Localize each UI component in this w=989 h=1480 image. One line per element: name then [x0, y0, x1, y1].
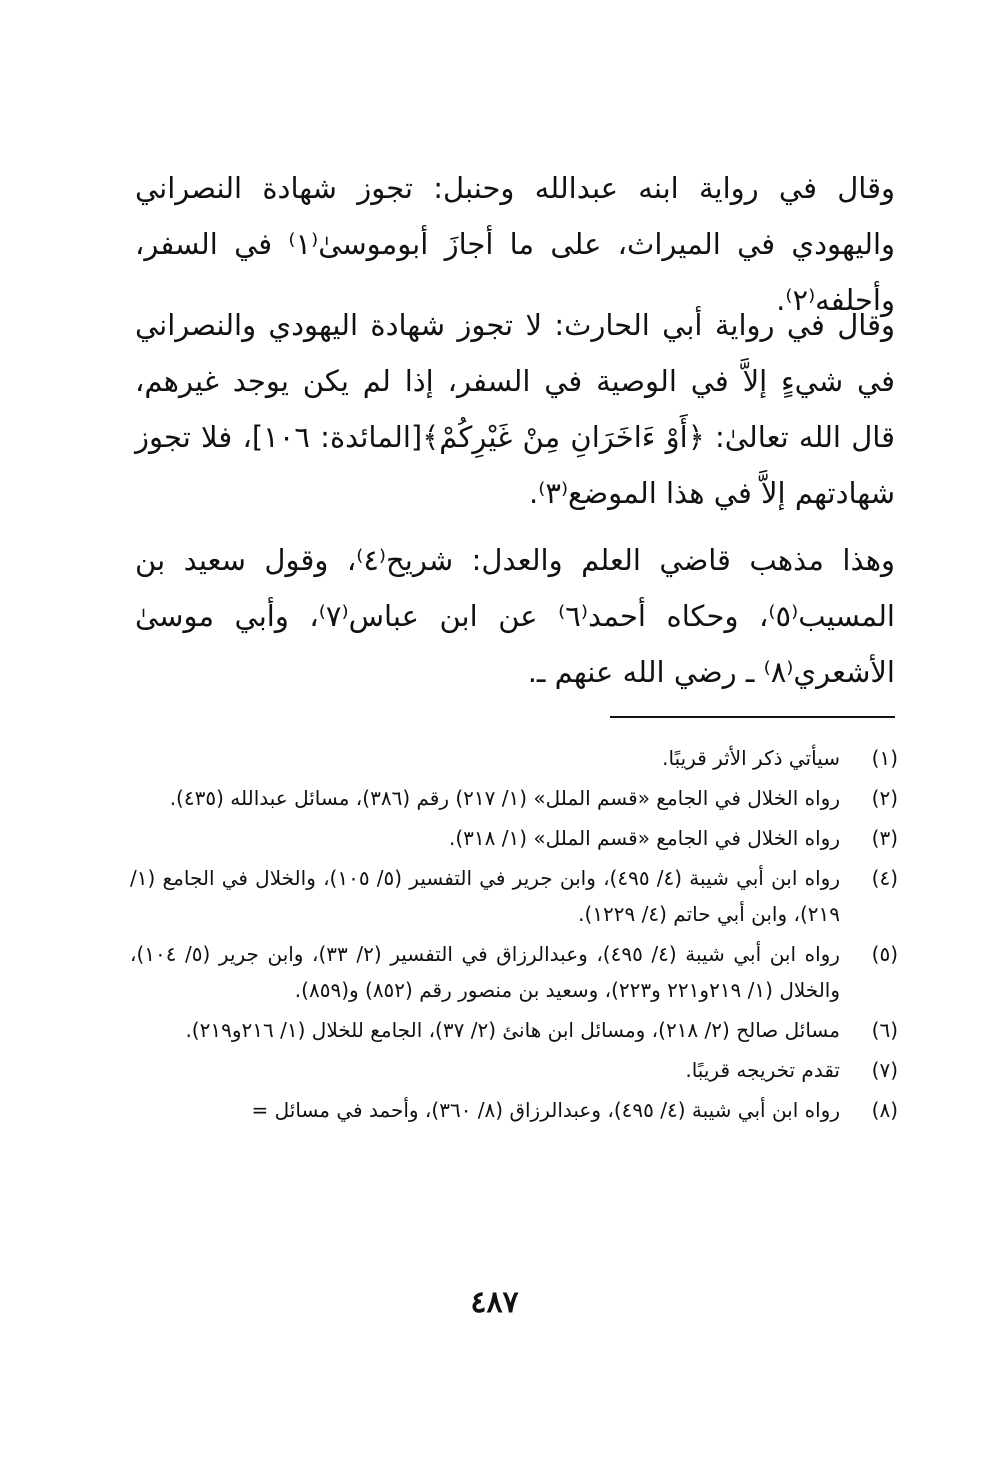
footnote-text: رواه ابن أبي شيبة (٤/ ٤٩٥)، وعبدالرزاق في التفسير (٢/ ٣٣)، وابن جرير (٥/ ١٠٤)، والخلال (١/ ٢١٩و٢٢١ و٢٢٣)، وسعيد بن منصور رقم (٨٥٢) و(٨٥٩). [130, 942, 840, 1002]
footnote-number: (٥) [871, 942, 898, 966]
footnote-item [130, 1052, 898, 1088]
footnote-text: تقدم تخريجه قريبًا. [685, 1058, 840, 1082]
footnote-number: (٧) [871, 1058, 898, 1082]
body-paragraph-2: وقال في رواية أبي الحارث: لا تجوز شهادة اليهودي والنصراني في شيءٍ إلاَّ في الوصية في السفر، إذا لم يكن يوجد غيرهم، قال الله تعالىٰ: ﴿أَوْ ءَاخَرَانِ مِنْ غَيْرِكُمْ﴾[المائدة: ١٠٦]، فلا تجوز شهادتهم إلاَّ في هذا الموضع⁽٣⁾. [135, 308, 896, 510]
footnote-number: (٦) [871, 1018, 898, 1042]
footnote-item [130, 740, 898, 776]
footnote-item [130, 1092, 898, 1128]
footnote-item [130, 860, 898, 932]
footnote-number: (٣) [871, 826, 898, 850]
page-number: ٤٨٧ [470, 1285, 519, 1320]
footnote-text: مسائل صالح (٢/ ٢١٨)، ومسائل ابن هانئ (٢/ ٣٧)، الجامع للخلال (١/ ٢١٦و٢١٩). [185, 1018, 840, 1042]
body-paragraph-3: وهذا مذهب قاضي العلم والعدل: شريح⁽٤⁾، وقول سعيد بن المسيب⁽٥⁾، وحكاه أحمد⁽٦⁾ عن ابن عباس⁽٧⁾، وأبي موسىٰ الأشعري⁽٨⁾ ـ رضي الله عنهم ـ. [135, 543, 896, 689]
footnote-number: (٨) [871, 1098, 898, 1122]
footnote-number: (١) [871, 746, 898, 770]
footnote-text: رواه ابن أبي شيبة (٤/ ٤٩٥)، وعبدالرزاق (٨/ ٣٦٠)، وأحمد في مسائل = [251, 1098, 840, 1122]
footnote-text: رواه الخلال في الجامع «قسم الملل» (١/ ٢١٧) رقم (٣٨٦)، مسائل عبدالله (٤٣٥). [169, 786, 840, 810]
footnote-item [130, 936, 898, 1008]
footnote-text: رواه ابن أبي شيبة (٤/ ٤٩٥)، وابن جرير في التفسير (٥/ ١٠٥)، والخلال في الجامع (١/ ٢١٩)، وابن أبي حاتم (٤/ ١٢٢٩). [130, 866, 840, 926]
footnote-text: سيأتي ذكر الأثر قريبًا. [662, 746, 840, 770]
footnote-number: (٤) [871, 866, 898, 890]
footnote-item [130, 1012, 898, 1048]
footnote-item [130, 780, 898, 816]
footnote-separator [610, 716, 895, 718]
footnote-item [130, 820, 898, 856]
footnote-number: (٢) [871, 786, 898, 810]
footnotes-list [130, 740, 898, 1132]
body-paragraph-1: وقال في رواية ابنه عبدالله وحنبل: تجوز شهادة النصراني واليهودي في الميراث، على ما أجازَ أبوموسىٰ⁽١⁾ في السفر، وأحلفه⁽٢⁾. [135, 171, 896, 317]
footnote-text: رواه الخلال في الجامع «قسم الملل» (١/ ٣١٨). [449, 826, 840, 850]
